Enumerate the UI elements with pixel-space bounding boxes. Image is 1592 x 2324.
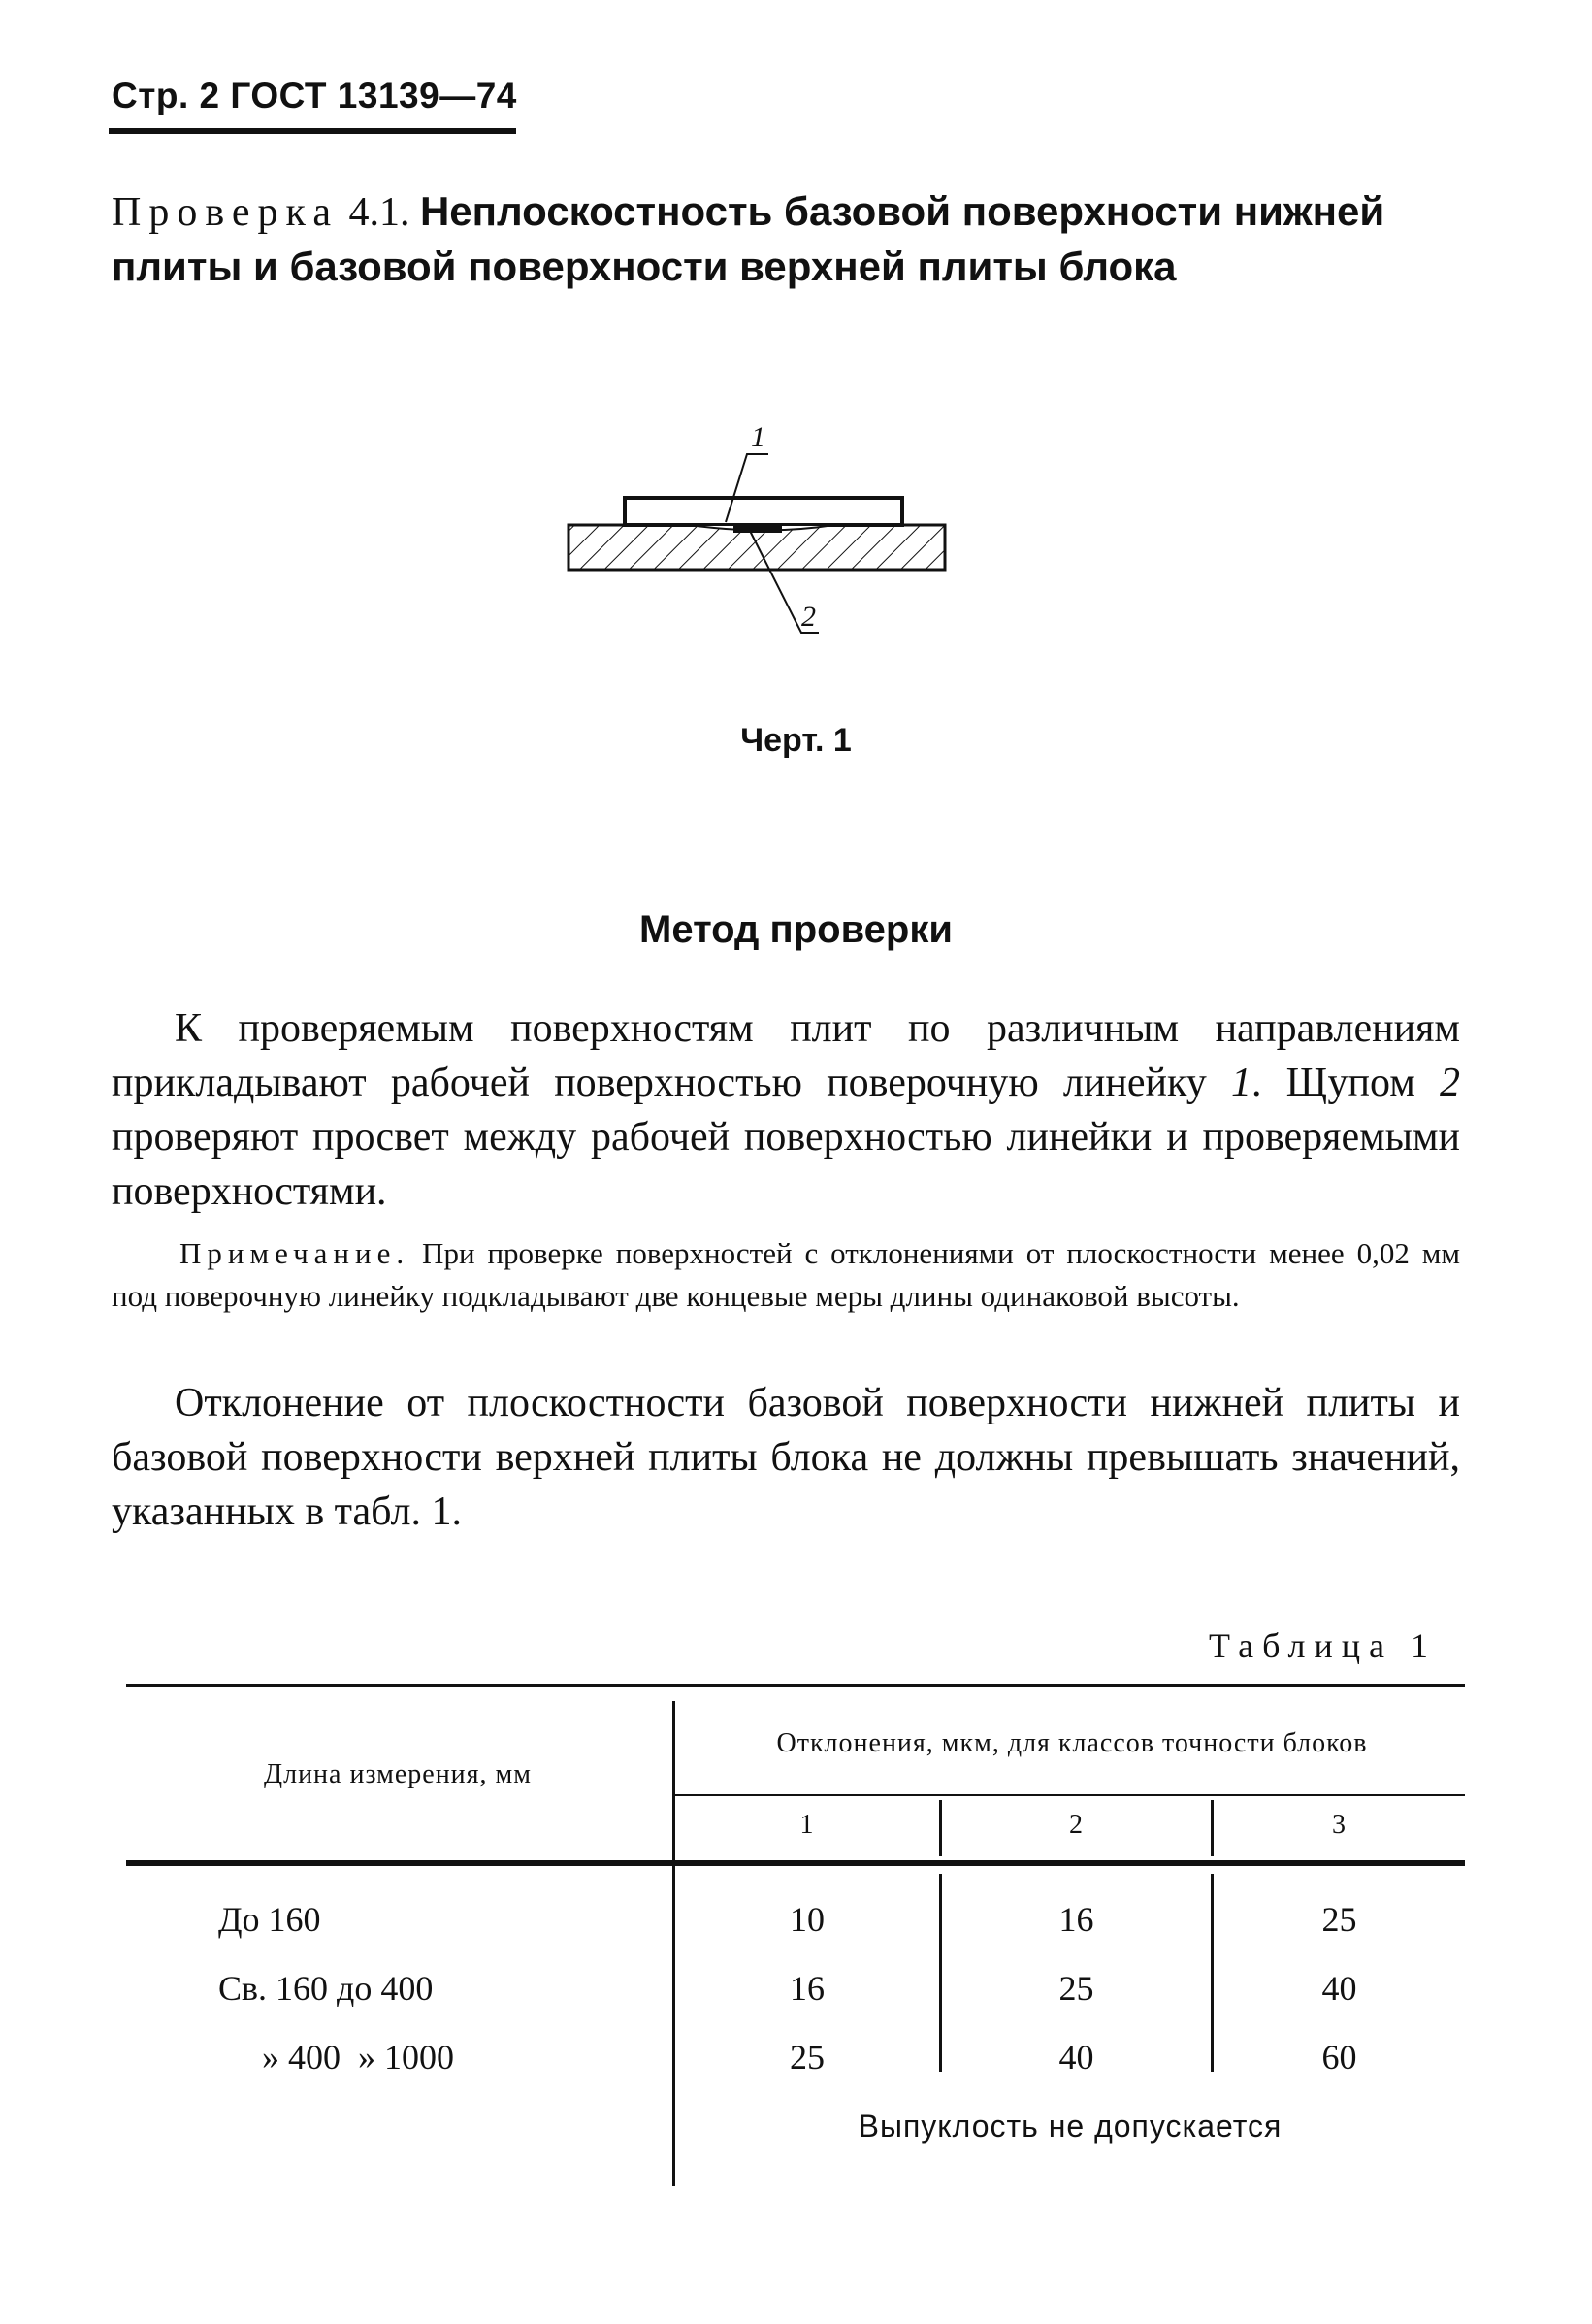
row-3-class-3: 60 [1321, 2038, 1357, 2077]
note-label: Примечание. [179, 1236, 410, 1270]
row-3-class-1: 25 [790, 2038, 825, 2077]
figure-drawing [543, 408, 970, 640]
p1-text-b: . Щупом [1251, 1061, 1440, 1105]
ref-straightedge: 1 [1230, 1061, 1251, 1105]
row-2-class-2: 25 [1058, 1969, 1094, 2008]
header-underline [109, 128, 516, 134]
page-header: Стр. 2 ГОСТ 13139—74 [112, 76, 517, 115]
callout-1: 1 [751, 421, 765, 453]
row-2-class-3: 40 [1321, 1969, 1357, 2008]
header-class-3: 3 [1332, 1810, 1347, 1840]
table-header-rule [126, 1860, 1465, 1866]
row-3-class-2: 40 [1058, 2038, 1094, 2077]
straightedge [625, 498, 902, 525]
header-deviation: Отклонения, мкм, для классов точности блоков [776, 1728, 1368, 1758]
note-paragraph [112, 1232, 1460, 1318]
row-1-class-2: 16 [1058, 1900, 1094, 1939]
row-3-length: » 400 » 1000 [262, 2038, 454, 2077]
table-top-rule [126, 1684, 1465, 1687]
subheader-rule [674, 1794, 1465, 1796]
row-1-class-1: 10 [790, 1900, 825, 1939]
figure-caption: Черт. 1 [740, 722, 852, 759]
row-2-length: Св. 160 до 400 [218, 1969, 434, 2008]
section-title: Метод проверки [639, 908, 953, 951]
method-paragraph-1 [112, 1001, 1460, 1219]
p1-text-a: К проверяемым поверхностям плит по различным направлениям прикладывают рабочей поверхностью поверочную линейку [112, 1006, 1460, 1105]
check-number: 4.1. [348, 190, 410, 235]
ref-feeler: 2 [1440, 1061, 1460, 1105]
row-1-length: До 160 [218, 1900, 321, 1939]
p1-text-c: проверяют просвет между рабочей поверхностью линейки и проверяемыми поверхностями. [112, 1115, 1460, 1214]
note-text: При проверке поверхностей с отклонениями от плоскостности менее 0,02 мм под поверочную линейку подкладывают две концевые меры длины одинаковой высоты. [112, 1236, 1460, 1313]
feeler-gauge [733, 524, 782, 533]
table-title: Таблица 1 [1209, 1626, 1437, 1665]
callout-2: 2 [801, 601, 816, 633]
table-footnote: Выпуклость не допускается [858, 2109, 1283, 2144]
check-label: Проверка [112, 190, 339, 235]
method-paragraph-2: Отклонение от плоскостности базовой поверхности нижней плиты и базовой поверхности верхней плиты блока не должны превышать значений, указанных в табл. 1. [112, 1381, 1460, 1534]
header-length: Длина измерения, мм [264, 1759, 532, 1789]
row-2-class-1: 16 [790, 1969, 825, 2008]
header-class-1: 1 [799, 1810, 815, 1840]
deviation-table [126, 1684, 1465, 2208]
check-heading [112, 184, 1460, 295]
header-class-2: 2 [1069, 1810, 1084, 1840]
row-1-class-3: 25 [1321, 1900, 1357, 1939]
check-title: Неплоскостность базовой поверхности нижней плиты и базовой поверхности верхней плиты блока [112, 188, 1385, 289]
